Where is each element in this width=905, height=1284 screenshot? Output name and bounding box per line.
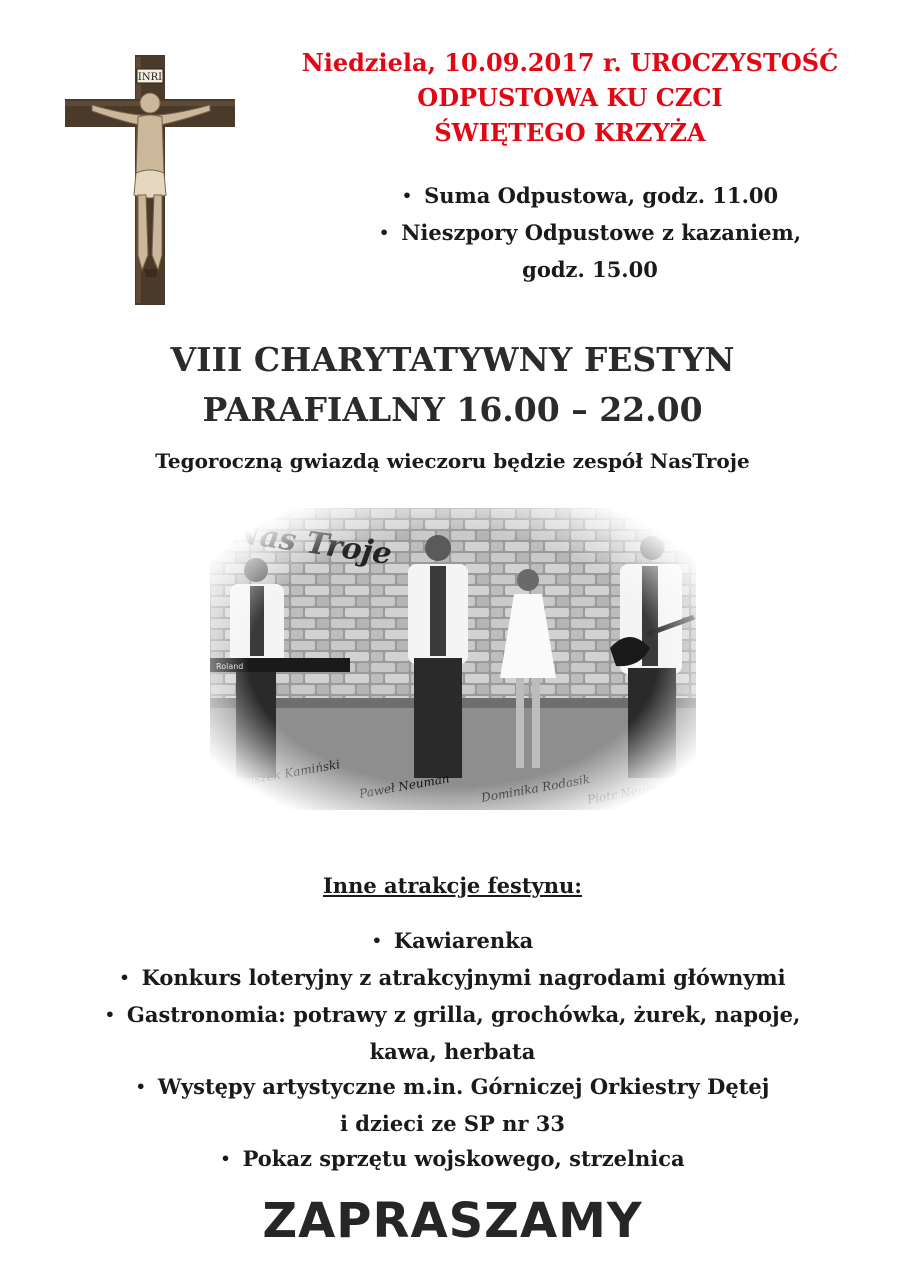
attraction-continuation: i dzieci ze SP nr 33: [339, 1111, 566, 1136]
attractions-list: [0, 923, 905, 1178]
list-item: [0, 960, 905, 997]
festyn-title: [0, 335, 905, 435]
header-line-1: Niedziela, 10.09.2017 r. UROCZYSTOŚĆ: [301, 48, 839, 77]
list-item: [0, 997, 905, 1069]
attraction-text: • Występy artystyczne m.in. Górniczej Orkiestry Dętej: [136, 1074, 770, 1099]
mass-schedule-list: [290, 178, 890, 287]
festyn-title-line-1: VIII CHARYTATYWNY FESTYN: [170, 340, 735, 379]
mass-item-text: • Nieszpory Odpustowe z kazaniem,: [379, 220, 801, 245]
attraction-text: • Kawiarenka: [372, 928, 534, 953]
list-item: [0, 923, 905, 960]
mass-item-continuation: godz. 15.00: [522, 257, 658, 282]
list-item: [290, 178, 890, 215]
header-line-2: ODPUSTOWA KU CZCI: [417, 83, 723, 112]
attractions-heading: Inne atrakcje festynu:: [322, 873, 583, 898]
list-item: [290, 215, 890, 287]
header-line-3: ŚWIĘTEGO KRZYŻA: [434, 118, 706, 147]
inri-label: INRI: [137, 72, 163, 83]
band-photo: [210, 508, 696, 810]
festyn-title-line-2: PARAFIALNY 16.00 – 22.00: [202, 390, 703, 429]
star-announcement: Tegoroczną gwiazdą wieczoru będzie zespół NasTroje: [155, 449, 750, 473]
mass-item-text: • Suma Odpustowa, godz. 11.00: [402, 183, 778, 208]
attraction-text: • Gastronomia: potrawy z grilla, grochówka, żurek, napoje,: [105, 1002, 801, 1027]
attraction-continuation: kawa, herbata: [369, 1039, 536, 1064]
attraction-text: • Pokaz sprzętu wojskowego, strzelnica: [220, 1146, 684, 1171]
invitation-closing: ZAPRASZAMY: [262, 1193, 643, 1249]
event-header: [250, 45, 890, 150]
crucifix-image: [60, 55, 240, 305]
list-item: [0, 1141, 905, 1178]
attraction-text: • Konkurs loteryjny z atrakcyjnymi nagrodami głównymi: [119, 965, 785, 990]
list-item: [0, 1069, 905, 1141]
